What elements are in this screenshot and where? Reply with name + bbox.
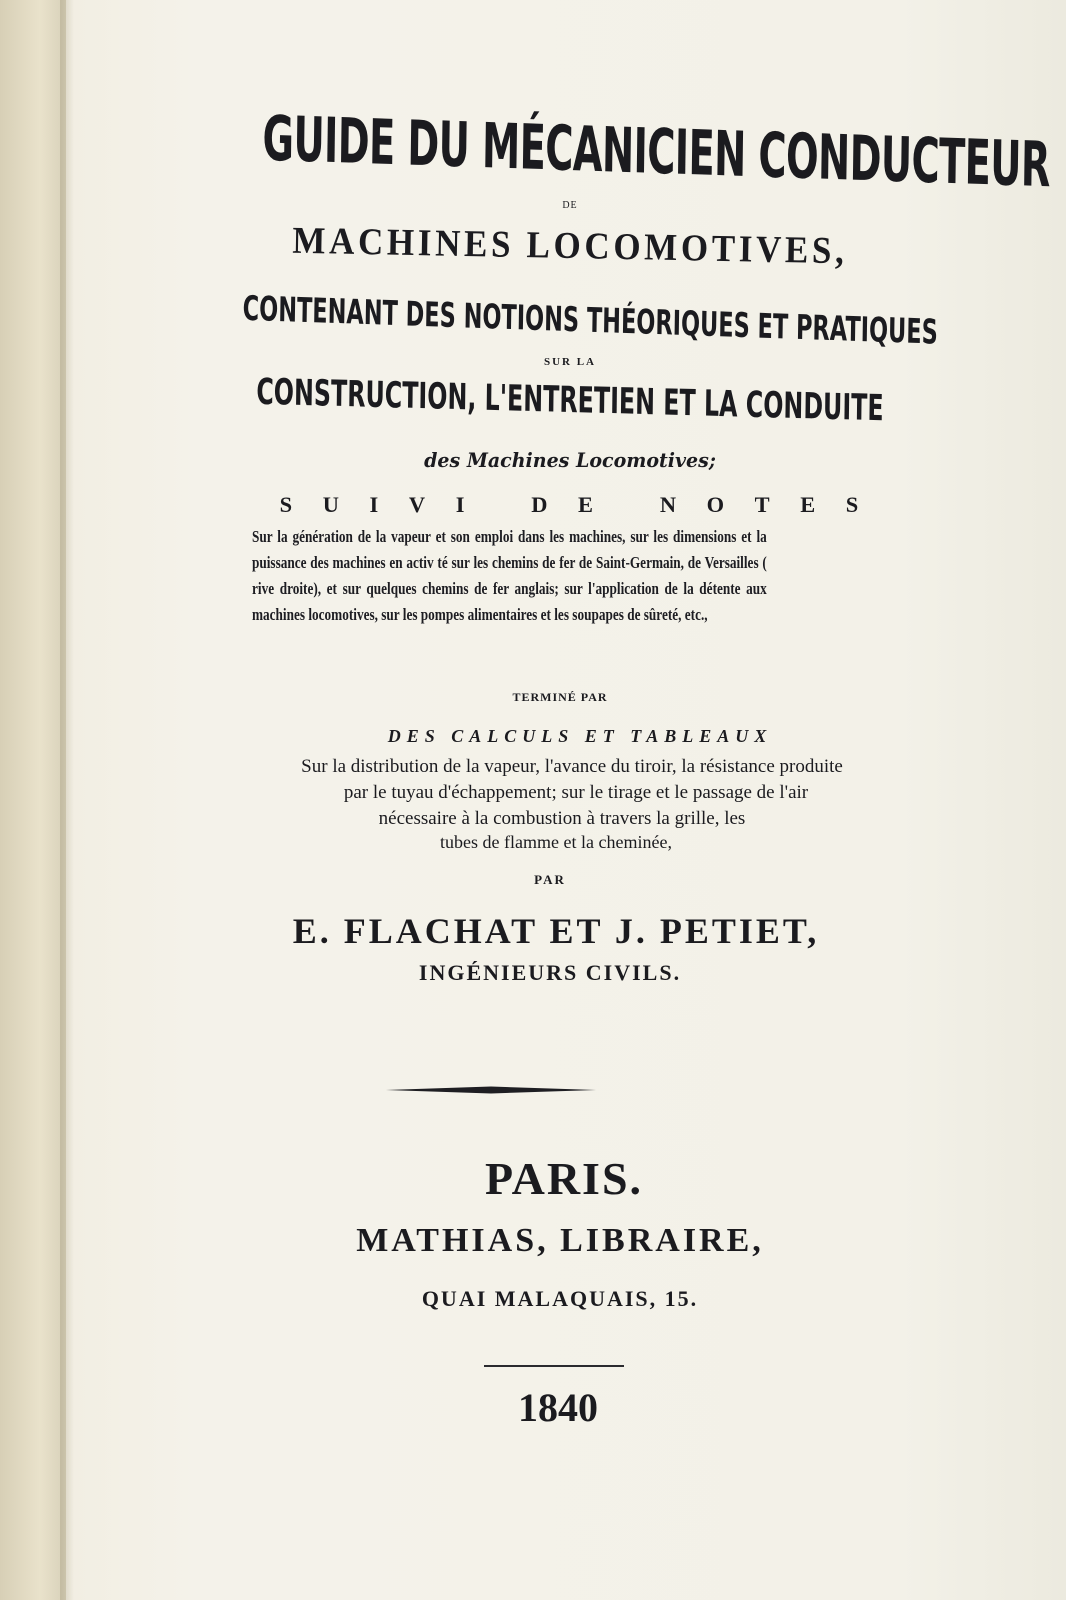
connector-sur-la: SUR LA (543, 356, 597, 368)
label-termine-par: TERMINÉ PAR (512, 690, 608, 704)
imprint-address: QUAI MALAQUAIS, 15. (421, 1286, 699, 1311)
calc-line-2: par le tuyau d'échappement; sur le tirage et le passage de l'air (343, 782, 809, 803)
title-connector-de: DE (562, 200, 578, 211)
calc-line-3: nécessaire à la combustion à travers la grille, les (378, 808, 746, 829)
authors-title: INGÉNIEURS CIVILS. (418, 960, 682, 985)
title-page (74, 0, 1066, 1600)
calc-line-4: tubes de flamme et la cheminée, (440, 832, 672, 852)
heading-calculs-tableaux: DES CALCULS ET TABLEAUX (387, 726, 773, 746)
imprint-publisher: MATHIAS, LIBRAIRE, (356, 1222, 764, 1259)
book-title: GUIDE DU MÉCANICIEN CONDUCTEUR (262, 101, 1051, 202)
book-gutter-shadow (60, 0, 74, 1600)
short-rule (484, 1365, 624, 1367)
authors: E. FLACHAT ET J. PETIET, (292, 911, 820, 951)
subtitle-des-machines: des Machines Locomotives; (424, 448, 716, 472)
decorative-rule (386, 1086, 596, 1094)
subtitle-construction: CONSTRUCTION, L'ENTRETIEN ET LA CONDUITE (256, 371, 884, 430)
imprint-year: 1840 (518, 1385, 598, 1430)
calc-line-1: Sur la distribution de la vapeur, l'avance du tiroir, la résistance produite (301, 756, 843, 777)
notes-paragraph: Sur la génération de la vapeur et son emploi dans les machines, sur les dimensions et la puissance des machines en activ té sur les chemins de fer de Saint-Germain, de Versailles ( rive droite), et sur quelques chemins de fer anglais; sur l'application de la détente aux machines locomotives, sur les pompes alimentaires et les soupapes de sûreté, etc., (252, 527, 767, 624)
label-par: PAR (534, 872, 566, 887)
subtitle-contenant: CONTENANT DES NOTIONS THÉORIQUES ET PRATIQUES (242, 288, 939, 353)
heading-suivi-de-notes: SUIVI DE NOTES (279, 492, 889, 517)
subtitle-machines: MACHINES LOCOMOTIVES, (292, 219, 848, 273)
imprint-city: PARIS. (484, 1153, 644, 1204)
left-page-edge (0, 0, 66, 1600)
